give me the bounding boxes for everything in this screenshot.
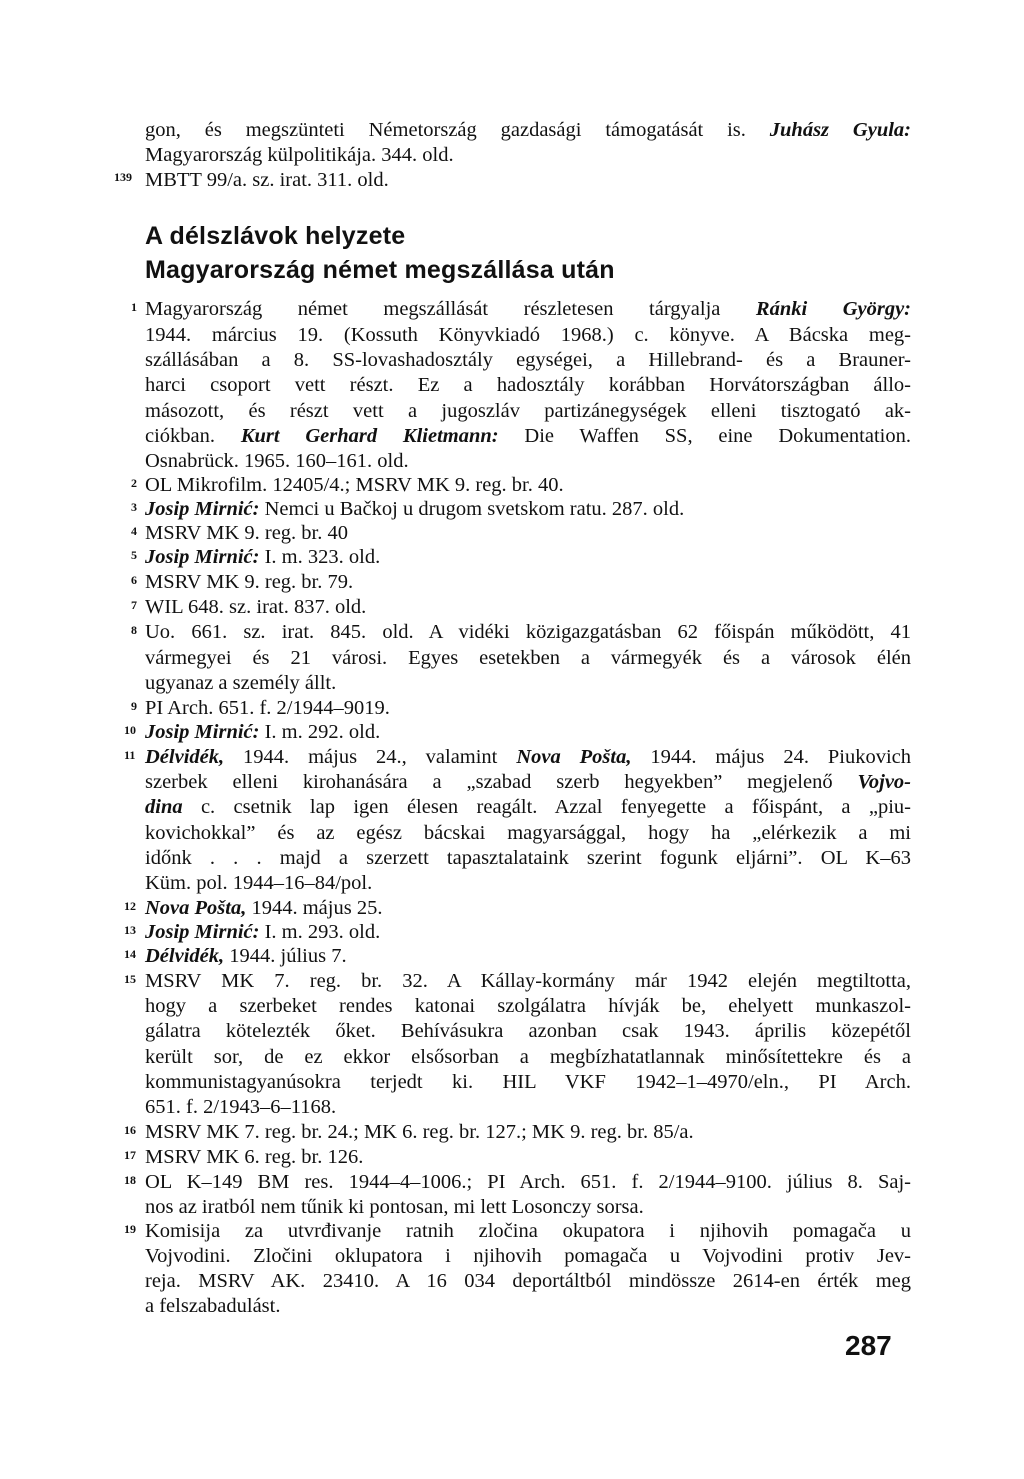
footnote-text <box>145 745 911 770</box>
section-heading-line1: A délszlávok helyzete <box>145 222 406 250</box>
footnote-text: időnk . . . majd a szerzett tapasztalataink szerint fogunk eljárni”. OL K–63 <box>145 847 911 869</box>
newspaper-title: Délvidék, <box>145 746 225 768</box>
footnote-text <box>145 770 911 795</box>
page-number: 287 <box>845 1330 892 1361</box>
newspaper-title: Délvidék, <box>145 945 225 967</box>
footnote-number: 2 <box>131 476 137 490</box>
footnote-text: MSRV MK 9. reg. br. 40 <box>145 522 348 544</box>
text-span: Die Waffen SS, eine Dokumentation. <box>498 425 911 447</box>
footnote-number: 19 <box>124 1222 136 1236</box>
text-span: gon, és megszünteti Németország gazdasági támogatását is. <box>145 119 770 141</box>
footnote-text: vármegyei és 21 városi. Egyes esetekben a vármegyék és a városok élén <box>145 647 911 669</box>
footnote-text: nos az iratból nem tűnik ki pontosan, mi lett Losonczy sorsa. <box>145 1196 644 1218</box>
footnote-number: 1 <box>131 300 137 314</box>
footnote-number: 4 <box>131 524 137 538</box>
footnote-number: 7 <box>131 598 137 612</box>
footnote-text: gálatra kötelezték őket. Behívásukra azonban csak 1943. április közepétől <box>145 1020 911 1042</box>
text-span: 1944. július 7. <box>224 945 347 967</box>
text-span: I. m. 293. old. <box>259 921 381 943</box>
newspaper-title: Nova Pošta, <box>145 897 247 919</box>
footnote-text: WIL 648. sz. irat. 837. old. <box>145 596 367 618</box>
footnote-text: 1944. március 19. (Kossuth Könyvkiadó 1968.) c. könyve. A Bácska meg- <box>145 324 911 346</box>
footnote-text <box>145 497 684 522</box>
footnote-number: 3 <box>131 500 137 514</box>
footnote-text: kommunistagyanúsokra terjedt ki. HIL VKF 1942–1–4970/eln., PI Arch. <box>145 1071 911 1093</box>
newspaper-title: Vojvo- <box>857 771 911 793</box>
text-span: I. m. 292. old. <box>259 721 381 743</box>
footnote-number: 6 <box>131 573 137 587</box>
author-name: Josip Mirnić: <box>145 546 260 568</box>
footnote-text: a felszabadulást. <box>145 1295 281 1317</box>
footnote-text: Komisija za utvrđivanje ratnih zločina okupatora i njihovih pomagača u <box>145 1220 911 1242</box>
newspaper-title: Nova Pošta, <box>516 746 632 768</box>
footnote-text: MSRV MK 7. reg. br. 32. A Kállay-kormány már 1942 elején megtiltotta, <box>145 970 911 992</box>
footnote-text <box>145 795 911 820</box>
footnote-text: kovichokkal” és az egész bácskai magyarsággal, hogy ha „elérkezik a mi <box>145 822 911 844</box>
footnote-text: MSRV MK 9. reg. br. 79. <box>145 571 354 593</box>
text-span: Nemci u Bačkoj u drugom svetskom ratu. 287. old. <box>259 498 685 520</box>
footnote-text: hogy a szerbeket rendes katonai szolgálatra hívják be, ehelyett munkaszol- <box>145 995 911 1017</box>
footnote-text <box>145 424 911 449</box>
author-name: Josip Mirnić: <box>145 921 260 943</box>
footnote-text: került sor, de ez ekkor elsősorban a megbízhatatlannak minősítettekre és a <box>145 1046 911 1068</box>
footnote-text: Vojvodini. Zločini oklupatora i njihovih pomagača u Vojvodini protiv Jev- <box>145 1245 911 1267</box>
footnote-number: 5 <box>131 548 137 562</box>
footnote-number: 18 <box>124 1173 136 1187</box>
footnote-number: 11 <box>124 748 136 762</box>
footnote-text <box>145 920 380 945</box>
text-span: ciókban. <box>145 425 241 447</box>
footnote-text: másozott, és részt vett a jugoszláv partizánegységek elleni tisztogató ak- <box>145 400 911 422</box>
footnote-text <box>145 944 347 969</box>
footnote-text: OL Mikrofilm. 12405/4.; MSRV MK 9. reg. br. 40. <box>145 474 564 496</box>
footnote-text: szállásában a 8. SS-lovashadosztály egységei, a Hillebrand- és a Brauner- <box>145 349 911 371</box>
footnote-text: Uo. 661. sz. irat. 845. old. A vidéki közigazgatásban 62 főispán működött, 41 <box>145 621 911 643</box>
footnote-text: Küm. pol. 1944–16–84/pol. <box>145 872 373 894</box>
text-span: c. csetnik lap igen élesen reagált. Azzal fenyegette a főispánt, a „piu- <box>182 796 911 818</box>
newspaper-title: dina <box>145 796 183 818</box>
footnote-text: harci csoport vett részt. Ez a hadosztály korábban Horvátországban állo- <box>145 374 911 396</box>
text-line <box>145 118 911 143</box>
footnote-text: 651. f. 2/1943–6–1168. <box>145 1096 337 1118</box>
section-heading-line2: Magyarország német megszállása után <box>145 256 615 284</box>
footnote-text: ugyanaz a személy állt. <box>145 672 337 694</box>
footnote-text <box>145 297 911 322</box>
footnote-number: 10 <box>124 723 136 737</box>
author-name: Kurt Gerhard Klietmann: <box>240 425 499 447</box>
footnote-number: 17 <box>124 1148 136 1162</box>
author-name: Josip Mirnić: <box>145 721 260 743</box>
author-name: Ránki György: <box>755 298 911 320</box>
author-name: Juhász Gyula: <box>769 119 911 141</box>
footnote-text: MBTT 99/a. sz. irat. 311. old. <box>145 169 389 191</box>
footnote-number: 14 <box>124 947 136 961</box>
footnote-number: 8 <box>131 623 137 637</box>
text-span: 1944. május 24., valamint <box>224 746 517 768</box>
footnote-text: MSRV MK 7. reg. br. 24.; MK 6. reg. br. 127.; MK 9. reg. br. 85/a. <box>145 1121 694 1143</box>
footnote-text: Osnabrück. 1965. 160–161. old. <box>145 450 409 472</box>
footnote-text <box>145 720 380 745</box>
footnote-number: 12 <box>124 899 136 913</box>
footnote-text <box>145 545 380 570</box>
footnote-text: reja. MSRV AK. 23410. A 16 034 deportáltból mindössze 2614-en érték meg <box>145 1270 911 1292</box>
text-span: I. m. 323. old. <box>259 546 381 568</box>
footnote-text <box>145 896 382 921</box>
footnote-text: MSRV MK 6. reg. br. 126. <box>145 1146 364 1168</box>
footnote-number: 16 <box>124 1123 136 1137</box>
footnote-number: 139 <box>114 170 132 184</box>
footnote-number: 13 <box>124 923 136 937</box>
text-span: szerbek elleni kirohanására a „szabad szerb hegyekben” megjelenő <box>145 771 858 793</box>
footnote-text: OL K–149 BM res. 1944–4–1006.; PI Arch. 651. f. 2/1944–9100. július 8. Saj- <box>145 1171 911 1193</box>
footnote-number: 15 <box>124 972 136 986</box>
author-name: Josip Mirnić: <box>145 498 260 520</box>
text-span: 1944. május 25. <box>246 897 383 919</box>
text-span: Magyarország német megszállását részletesen tárgyalja <box>145 298 756 320</box>
text-span: 1944. május 24. Piukovich <box>631 746 912 768</box>
footnote-text: PI Arch. 651. f. 2/1944–9019. <box>145 697 390 719</box>
text-line: Magyarország külpolitikája. 344. old. <box>145 144 454 166</box>
footnote-number: 9 <box>131 699 137 713</box>
